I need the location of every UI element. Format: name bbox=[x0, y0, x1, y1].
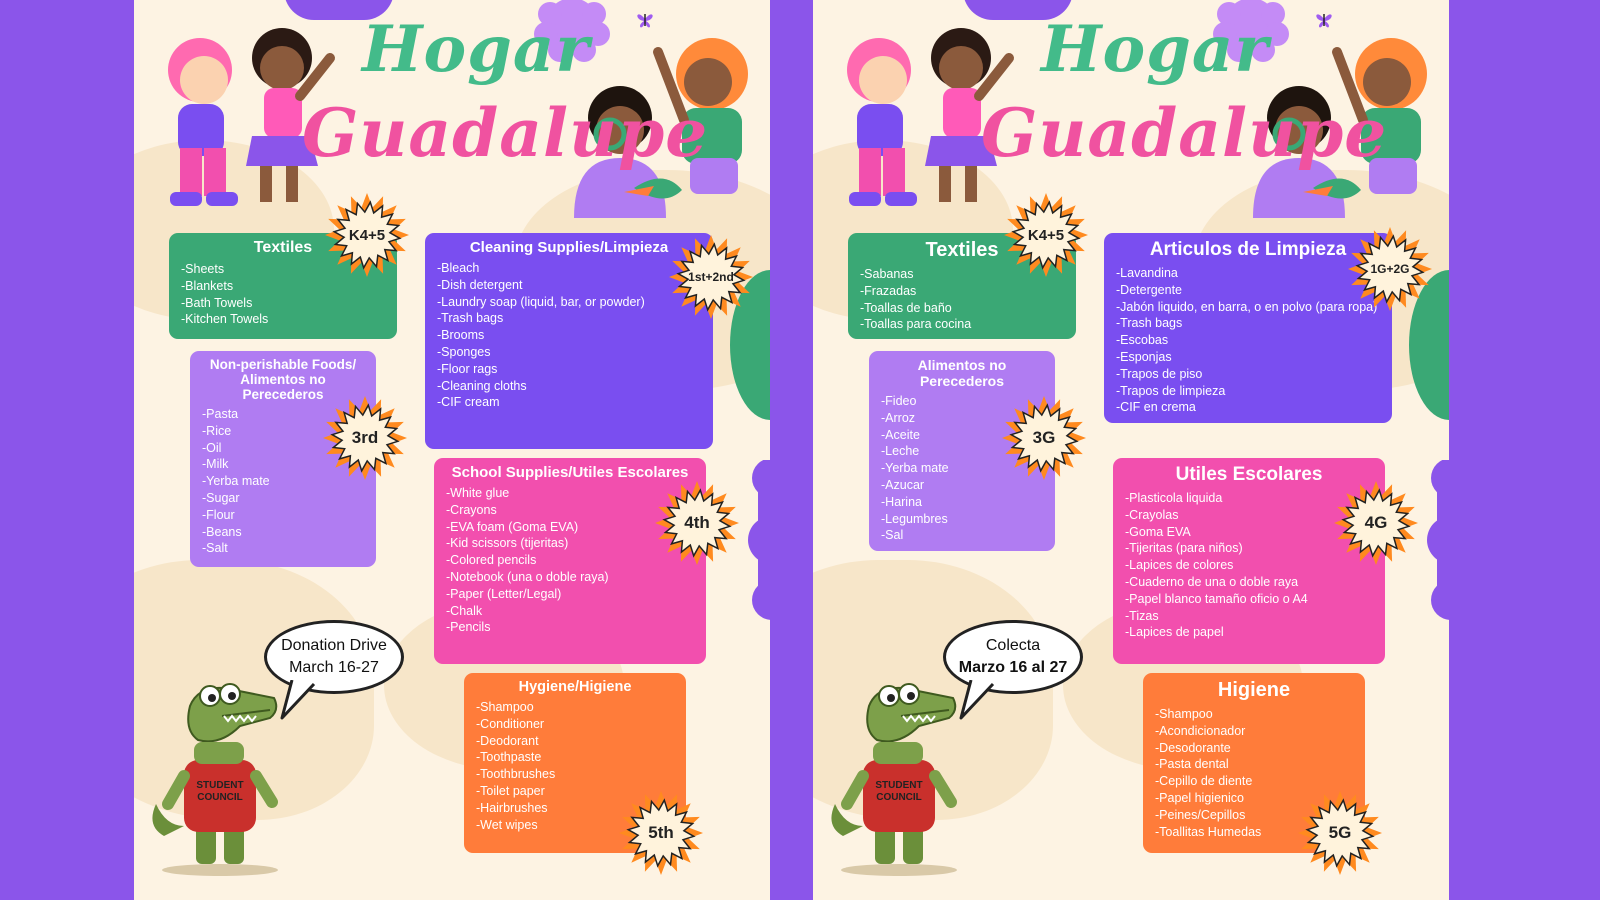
list-item: -Lapices de papel bbox=[1125, 625, 1224, 640]
list-item: -Paper (Letter/Legal) bbox=[446, 586, 562, 601]
list-item: -Hairbrushes bbox=[476, 800, 548, 815]
list-item: -Fideo bbox=[881, 394, 917, 408]
hygiene-grade-badge bbox=[618, 790, 704, 876]
list-item: -Dish detergent bbox=[437, 277, 523, 292]
cleaning-grade-label: 1st+2nd bbox=[688, 270, 734, 284]
list-item: -Frazadas bbox=[860, 283, 917, 298]
side-purple-decoration bbox=[742, 460, 770, 620]
list-item: -Lapices de colores bbox=[1125, 558, 1234, 573]
hygiene-grade-label: 5G bbox=[1328, 823, 1352, 842]
shirt-text-1: STUDENT bbox=[875, 780, 923, 791]
foods-grade-badge bbox=[322, 395, 408, 481]
hygiene-title: Hygiene/Higiene bbox=[518, 679, 632, 695]
list-item: -Kid scissors (tijeritas) bbox=[446, 536, 569, 551]
cleaning-title: Cleaning Supplies/Limpieza bbox=[469, 239, 669, 256]
list-item: -Notebook (una o doble raya) bbox=[446, 569, 609, 584]
list-item: -Oil bbox=[202, 440, 222, 455]
list-item: -Harina bbox=[881, 494, 922, 509]
list-item: -Trapos de piso bbox=[1116, 366, 1203, 381]
list-item: -Plasticola liquida bbox=[1125, 491, 1223, 505]
list-item: -CIF cream bbox=[437, 395, 500, 410]
list-item: -Desodorante bbox=[1155, 740, 1231, 755]
list-item: -Shampoo bbox=[476, 700, 534, 714]
list-item: -Cuaderno de una o doble raya bbox=[1125, 574, 1299, 589]
list-item: -Sal bbox=[881, 528, 904, 543]
cleaning-title: Articulos de Limpieza bbox=[1149, 239, 1347, 260]
list-item: -Milk bbox=[202, 457, 229, 472]
school-grade-label: 4th bbox=[684, 513, 710, 532]
bubble-line-1: Colecta bbox=[985, 637, 1041, 654]
list-item: -Trash bags bbox=[437, 311, 504, 326]
list-item: -Wet wipes bbox=[476, 817, 538, 832]
cleaning-grade-badge bbox=[1347, 226, 1433, 312]
cleaning-list bbox=[437, 260, 701, 411]
side-purple-decoration bbox=[1421, 460, 1449, 620]
title-line-2: Guadalupe bbox=[302, 94, 709, 172]
foods-title: Non-perishable Foods/ Alimentos no Perecederos bbox=[209, 357, 357, 402]
textiles-grade-badge bbox=[324, 192, 410, 278]
shirt-text-2: COUNCIL bbox=[876, 792, 922, 803]
shirt-text-2: COUNCIL bbox=[197, 792, 243, 803]
list-item: -Shampoo bbox=[1155, 707, 1213, 721]
list-item: -Toilet paper bbox=[476, 783, 545, 798]
title-line-2: Guadalupe bbox=[981, 94, 1388, 172]
list-item: -Colored pencils bbox=[446, 553, 537, 568]
poster-spanish bbox=[813, 0, 1449, 900]
list-item: -Cepillo de diente bbox=[1155, 774, 1253, 789]
foods-grade-badge bbox=[1001, 395, 1087, 481]
list-item: -Crayons bbox=[446, 502, 497, 517]
list-item: -Blankets bbox=[181, 278, 234, 293]
list-item: -Toallas de baño bbox=[860, 300, 952, 315]
list-item: -Toothbrushes bbox=[476, 767, 556, 782]
list-item: -CIF en crema bbox=[1116, 400, 1196, 415]
list-item: -Trash bags bbox=[1116, 316, 1183, 331]
foods-grade-label: 3rd bbox=[351, 428, 379, 447]
list-item: -Brooms bbox=[437, 328, 485, 343]
title-line-1: Hogar bbox=[362, 12, 591, 87]
list-item: -Detergente bbox=[1116, 282, 1183, 297]
crocodile-mascot bbox=[829, 676, 969, 876]
school-grade-label: 4G bbox=[1364, 513, 1388, 532]
title-line-1: Hogar bbox=[1041, 12, 1270, 87]
school-title: Utiles Escolares bbox=[1175, 464, 1323, 485]
school-grade-badge bbox=[654, 480, 740, 566]
cleaning-list bbox=[1116, 265, 1380, 416]
list-item: -Kitchen Towels bbox=[181, 312, 269, 327]
list-item: -Tizas bbox=[1125, 608, 1159, 623]
list-item: -Sponges bbox=[437, 344, 491, 359]
list-item: -Salt bbox=[202, 541, 228, 556]
list-item: -Arroz bbox=[881, 410, 916, 425]
crocodile-mascot bbox=[150, 676, 290, 876]
list-item: -Aceite bbox=[881, 427, 920, 442]
textiles-title: Textiles bbox=[253, 239, 313, 256]
hygiene-title: Higiene bbox=[1217, 679, 1291, 701]
textiles-grade-badge bbox=[1003, 192, 1089, 278]
list-item: -Goma EVA bbox=[1125, 524, 1191, 539]
cleaning-grade-badge bbox=[668, 234, 754, 320]
textiles-grade-label: K4+5 bbox=[1027, 226, 1065, 244]
bubble-line-2: Marzo 16 al 27 bbox=[958, 659, 1068, 676]
list-item: -Sabanas bbox=[860, 267, 914, 281]
list-item: -Esponjas bbox=[1116, 349, 1172, 364]
list-item: -Leche bbox=[881, 444, 920, 459]
textiles-grade-label: K4+5 bbox=[348, 226, 386, 244]
list-item: -Peines/Cepillos bbox=[1155, 807, 1246, 822]
list-item: -Pasta bbox=[202, 407, 239, 421]
list-item: -Beans bbox=[202, 524, 242, 539]
list-item: -Acondicionador bbox=[1155, 723, 1246, 738]
list-item: -Lavandina bbox=[1116, 266, 1178, 280]
cleaning-grade-label: 1G+2G bbox=[1370, 262, 1410, 276]
list-item: -Papel higienico bbox=[1155, 790, 1244, 805]
list-item: -Laundry soap (liquid, bar, or powder) bbox=[437, 294, 645, 309]
list-item: -Yerba mate bbox=[202, 474, 270, 489]
list-item: -Toallitas Humedas bbox=[1155, 824, 1262, 839]
foods-title: Alimentos no Perecederos bbox=[917, 357, 1007, 389]
list-item: -Azucar bbox=[881, 477, 925, 492]
list-item: -Sheets bbox=[181, 262, 225, 276]
list-item: -Bath Towels bbox=[181, 295, 253, 310]
foods-grade-label: 3G bbox=[1032, 428, 1056, 447]
hygiene-grade-badge bbox=[1297, 790, 1383, 876]
list-item: -Toallas para cocina bbox=[860, 317, 972, 332]
list-item: -Trapos de limpieza bbox=[1116, 383, 1226, 398]
list-item: -Escobas bbox=[1116, 333, 1169, 348]
list-item: -Yerba mate bbox=[881, 461, 949, 476]
list-item: -Legumbres bbox=[881, 511, 948, 526]
list-item: -Chalk bbox=[446, 603, 483, 618]
list-item: -EVA foam (Goma EVA) bbox=[446, 519, 579, 534]
bubble-line-2: March 16-27 bbox=[289, 659, 379, 676]
list-item: -Floor rags bbox=[437, 361, 498, 376]
list-item: -Conditioner bbox=[476, 716, 545, 731]
school-title: School Supplies/Utiles Escolares bbox=[451, 464, 689, 481]
bubble-line-1: Donation Drive bbox=[281, 637, 387, 654]
list-item: -Jabón liquido, en barra, o en polvo (para ropa) bbox=[1116, 299, 1378, 314]
list-item: -Toothpaste bbox=[476, 750, 542, 765]
list-item: -White glue bbox=[446, 486, 510, 500]
poster-english bbox=[134, 0, 770, 900]
hygiene-grade-label: 5th bbox=[648, 823, 674, 842]
list-item: -Deodorant bbox=[476, 733, 539, 748]
list-item: -Sugar bbox=[202, 490, 240, 505]
textiles-title: Textiles bbox=[925, 239, 999, 261]
list-item: -Bleach bbox=[437, 261, 480, 275]
list-item: -Flour bbox=[202, 507, 235, 522]
list-item: -Rice bbox=[202, 423, 232, 438]
shirt-text-1: STUDENT bbox=[196, 780, 244, 791]
school-grade-badge bbox=[1333, 480, 1419, 566]
list-item: -Papel blanco tamaño oficio o A4 bbox=[1125, 591, 1308, 606]
list-item: -Pasta dental bbox=[1155, 757, 1229, 772]
list-item: -Cleaning cloths bbox=[437, 378, 527, 393]
list-item: -Pencils bbox=[446, 620, 491, 635]
list-item: -Tijeritas (para niños) bbox=[1125, 541, 1243, 556]
list-item: -Crayolas bbox=[1125, 507, 1179, 522]
